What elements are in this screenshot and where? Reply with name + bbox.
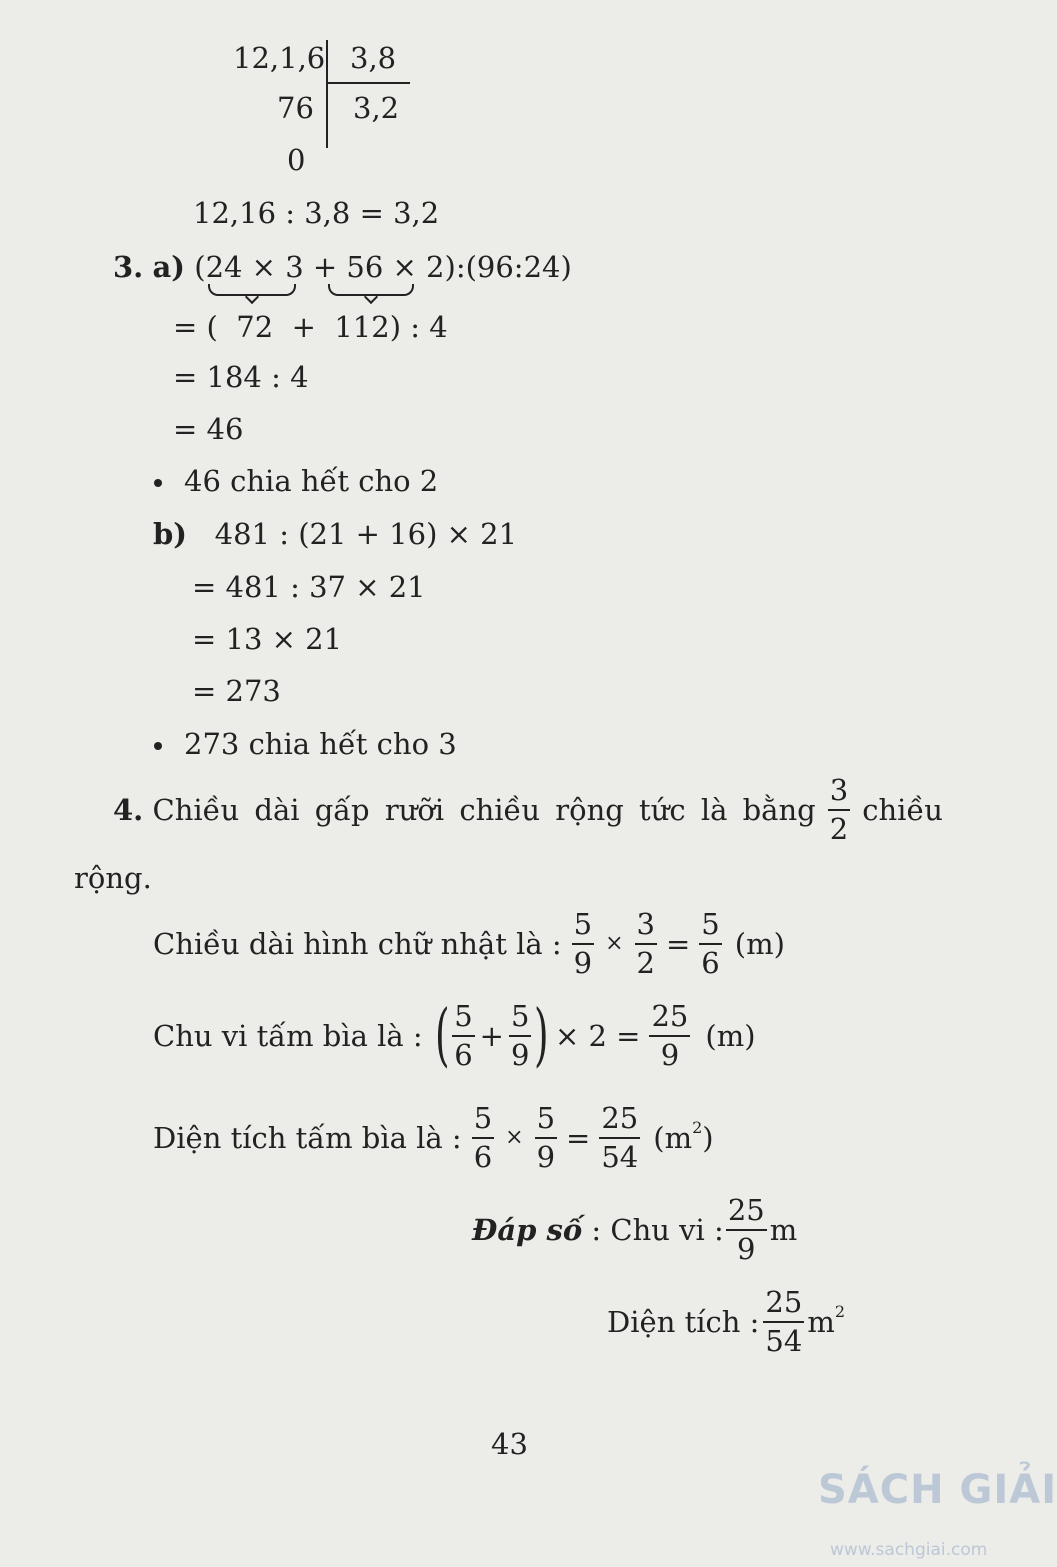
division-divisor: 3,8 bbox=[350, 41, 397, 75]
ex3a-step2: = 184 : 4 bbox=[173, 360, 309, 394]
watermark-url: www.sachgiai.com bbox=[830, 1540, 988, 1560]
fraction: $\frac{25}{54}$ bbox=[765, 1285, 803, 1358]
ex3-number: 3. bbox=[113, 250, 144, 284]
fraction: $\frac{5}{6}$ bbox=[473, 1101, 493, 1174]
division-horizontal-bar bbox=[326, 82, 410, 84]
ex3b-step2: = 13 × 21 bbox=[192, 622, 343, 656]
ex4-answer-perimeter-label: : Chu vi : bbox=[591, 1212, 724, 1247]
ex3a-expression bbox=[113, 250, 572, 284]
division-dividend: 12,1,6 bbox=[233, 41, 326, 75]
fraction: $\frac{5}{6}$ bbox=[701, 907, 720, 980]
ex4-intro-row bbox=[113, 773, 943, 846]
fraction: $\frac{25}{9}$ bbox=[651, 999, 689, 1072]
ex4-intro: Chiều dài gấp rưỡi chiều rộng tức là bằng bbox=[152, 792, 816, 827]
fraction: $\frac{5}{9}$ bbox=[536, 1101, 556, 1174]
division-remainder: 0 bbox=[287, 143, 306, 177]
ex4-length-label: Chiều dài hình chữ nhật là : bbox=[153, 926, 562, 961]
ex3a-close: ):(96:24) bbox=[444, 250, 572, 284]
ex4-perimeter-mult: × 2 = bbox=[554, 1018, 641, 1053]
fraction: $\frac{5}{9}$ bbox=[510, 999, 530, 1072]
ex3a-step1: = ( 72 + 112) : 4 bbox=[173, 310, 448, 344]
ex4-ratio-fraction: $\frac{3}{2}$ bbox=[829, 773, 849, 846]
ex3a-plus: + bbox=[312, 250, 338, 284]
ex4-intro-continued: rộng. bbox=[74, 861, 152, 895]
ex3a-term2: 56 × 2 bbox=[346, 250, 445, 284]
ex4-number: 4. bbox=[113, 792, 144, 827]
ex4-answer-perimeter-row bbox=[472, 1193, 798, 1266]
ex4-intro-after: chiều bbox=[862, 792, 943, 827]
ex3b-conclusion-row bbox=[154, 727, 457, 761]
ex3a-label: a) bbox=[152, 250, 186, 284]
ex4-area-unit: (m bbox=[653, 1120, 693, 1155]
watermark-logo: SÁCH GIẢI bbox=[818, 1467, 1057, 1513]
fraction: $\frac{5}{6}$ bbox=[454, 999, 473, 1072]
fraction: $\frac{25}{9}$ bbox=[727, 1193, 765, 1266]
ex4-answer-label: Đáp số bbox=[472, 1212, 583, 1247]
division-quotient: 3,2 bbox=[353, 91, 400, 125]
ex4-perimeter-row: Chu vi tấm bìa là : ( $\frac{5}{6}$ + $\frac{5}{9}$ ) × 2 = $\frac{25}{9}$ (m) bbox=[153, 996, 756, 1075]
page-number: 43 bbox=[491, 1427, 528, 1461]
ex3a-conclusion-row bbox=[154, 464, 439, 498]
division-vertical-bar bbox=[326, 40, 328, 148]
fraction: $\frac{25}{54}$ bbox=[601, 1101, 639, 1174]
ex4-area-label: Diện tích tấm bìa là : bbox=[153, 1120, 462, 1155]
fraction: $\frac{3}{2}$ bbox=[636, 907, 655, 980]
ex4-answer-perimeter-unit: m bbox=[769, 1212, 798, 1247]
ex4-answer-area-label: Diện tích : bbox=[607, 1304, 760, 1339]
fraction: $\frac{5}{9}$ bbox=[573, 907, 593, 980]
ex4-answer-area-unit: m bbox=[807, 1304, 835, 1339]
ex3a-step3: = 46 bbox=[173, 412, 244, 446]
ex4-area-row: Diện tích tấm bìa là : $\frac{5}{6}$ × $\frac{5}{9}$ = $\frac{25}{54}$ $(m^2)$ bbox=[153, 1101, 714, 1174]
ex3b-conclusion: 273 chia hết cho 3 bbox=[184, 727, 457, 761]
ex3a-term1: 24 × 3 bbox=[205, 250, 304, 284]
ex3a-open: ( bbox=[194, 250, 206, 284]
ex3a-brace-1 bbox=[208, 284, 296, 296]
bullet-icon bbox=[154, 479, 162, 487]
ex3a-conclusion: 46 chia hết cho 2 bbox=[184, 464, 439, 498]
ex3b-expression-row bbox=[153, 517, 518, 551]
ex4-answer-area-row: Diện tích : $\frac{25}{54}$ $m^2$ bbox=[607, 1285, 846, 1358]
ex4-perimeter-unit: (m) bbox=[705, 1018, 756, 1053]
ex4-length-row: Chiều dài hình chữ nhật là : $\frac{5}{9}$ × $\frac{3}{2}$ = $\frac{5}{6}$ (m) bbox=[153, 907, 785, 980]
ex3a-brace-2 bbox=[328, 284, 414, 296]
ex4-length-unit: (m) bbox=[734, 926, 785, 961]
ex3b-label: b) bbox=[153, 517, 187, 551]
ex3b-step1: = 481 : 37 × 21 bbox=[192, 570, 426, 604]
division-step: 76 bbox=[277, 91, 314, 125]
ex4-perimeter-label: Chu vi tấm bìa là : bbox=[153, 1018, 423, 1053]
ex3b-step3: = 273 bbox=[192, 674, 281, 708]
division-result: 12,16 : 3,8 = 3,2 bbox=[193, 196, 440, 230]
bullet-icon bbox=[154, 742, 162, 750]
ex3b-expression: 481 : (21 + 16) × 21 bbox=[214, 517, 518, 551]
